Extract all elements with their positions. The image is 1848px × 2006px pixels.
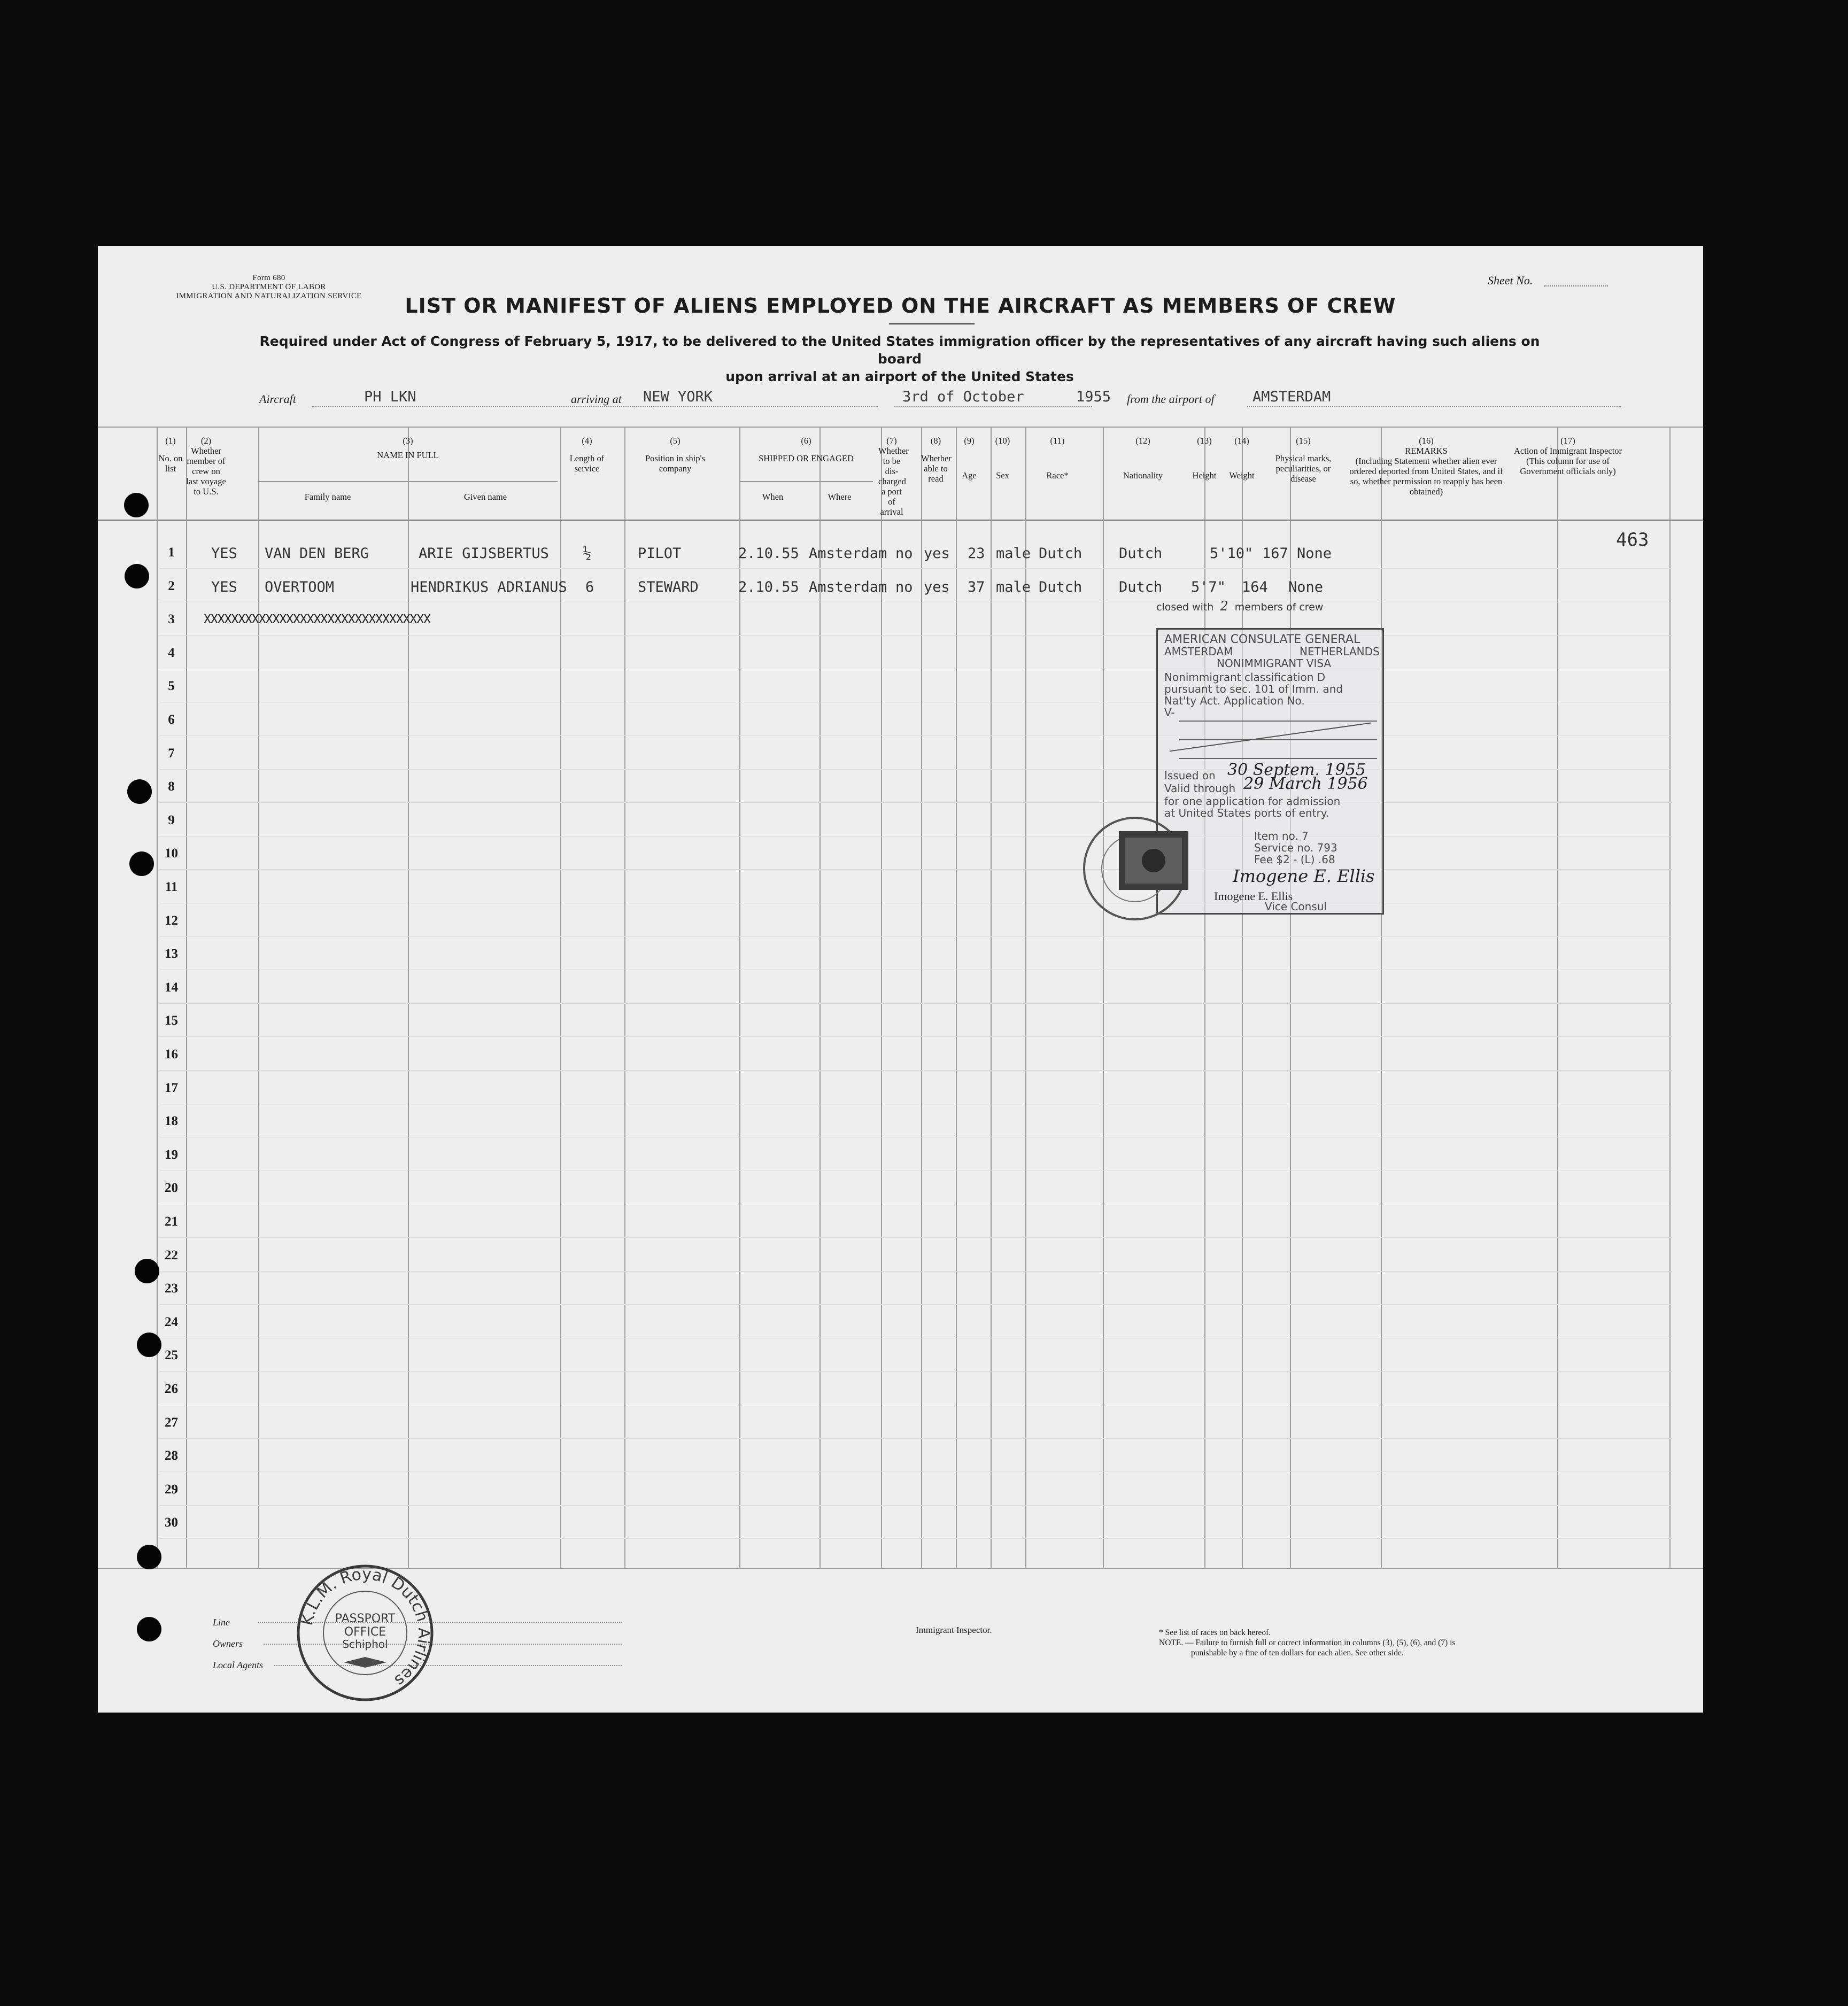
col-header-8: [921, 436, 950, 484]
stamp-pursuant: pursuant to sec. 101 of Imm. and: [1164, 683, 1343, 695]
row-number: 7: [168, 746, 175, 761]
col-10-label: Sex: [996, 470, 1009, 481]
immigrant-inspector-label: Immigrant Inspector.: [916, 1625, 992, 1635]
column-rule: [819, 428, 821, 1569]
column-rule: [921, 428, 922, 1569]
col-6-number: (6): [801, 436, 811, 446]
year-prefix: 19: [1076, 389, 1094, 405]
row-rule: [159, 1003, 1672, 1004]
year-suffix: 55: [1093, 389, 1111, 405]
stamp-country: NETHERLANDS: [1300, 645, 1380, 658]
row-rule: [159, 568, 1672, 569]
col-header-17: [1509, 436, 1627, 476]
row-number: 6: [168, 712, 175, 727]
note-failure: NOTE. — Failure to furnish full or correct information in columns (3), (5), (6), and (7) is: [1159, 1638, 1456, 1647]
family-name-header: Family name: [304, 492, 351, 502]
crew-2-nationality: Dutch: [1119, 579, 1163, 595]
cancellation-line: XXXXXXXXXXXXXXXXXXXXXXXXXXXXXXXXX: [204, 613, 430, 626]
subtitle-line-2: upon arrival at an airport of the United States: [725, 369, 1074, 384]
crew-2-age: 37: [968, 579, 985, 595]
crew-1-weight: 167: [1262, 545, 1288, 562]
col-17-label: Action of Immigrant Inspector: [1513, 446, 1622, 456]
col-8-label: Whether able to read: [921, 453, 952, 484]
col-10-number: (10): [995, 436, 1010, 446]
airline-stamp-location: Schiphol: [342, 1638, 388, 1651]
col-5-label: Position in ship's company: [645, 453, 706, 474]
col-9-number: (9): [964, 436, 975, 446]
col-3-number: (3): [403, 436, 413, 446]
row-number: 30: [165, 1515, 178, 1530]
binder-hole: [137, 1617, 161, 1641]
row-rule: [159, 1237, 1672, 1238]
col-14-number: (14): [1234, 436, 1249, 446]
column-rule: [258, 428, 259, 1569]
column-rule: [881, 428, 882, 1569]
crew-2-where: Amsterdam: [809, 579, 887, 595]
airline-stamp-passport: PASSPORT: [335, 1612, 396, 1625]
row-number: 20: [165, 1181, 178, 1196]
footer-agents-label: Local Agents: [213, 1660, 264, 1670]
stamp-visa-type: NONIMMIGRANT VISA: [1217, 657, 1332, 670]
crew-1-where: Amsterdam: [809, 545, 887, 562]
stamp-strike-line: [1170, 723, 1371, 752]
row-rule: [159, 802, 1672, 803]
date-line: [894, 406, 1092, 407]
col-header-6: [739, 436, 873, 463]
row-rule: [159, 1271, 1672, 1272]
row-rule: [159, 635, 1672, 636]
col-header-4: [563, 436, 611, 474]
crew-2-previous-voyage: YES: [211, 579, 237, 595]
row-number: 17: [165, 1080, 178, 1095]
from-airport-value: AMSTERDAM: [1252, 389, 1331, 405]
col-header-11: [1025, 436, 1089, 481]
where-header: Where: [828, 492, 852, 502]
crew-1-height: 5'10": [1210, 545, 1254, 562]
subtitle-line-1: Required under Act of Congress of February 5, 1917, to be delivered to the United States immigration officer by the representatives of any aircraft having such aliens on board: [259, 334, 1540, 367]
arrival-year: [1076, 389, 1111, 405]
crew-2-given-name: HENDRIKUS ADRIANUS: [411, 579, 567, 595]
stamp-fee: Fee $2 - (L) .68: [1254, 853, 1335, 866]
closed-with-note: [1156, 599, 1323, 614]
aircraft-line: [312, 406, 654, 407]
crew-2-position: STEWARD: [638, 579, 699, 595]
crew-1-race: Dutch: [1039, 545, 1082, 562]
col-6-label: SHIPPED OR ENGAGED: [759, 453, 854, 463]
document-subtitle: [242, 332, 1557, 385]
stamp-item-no: Item no. 7: [1254, 830, 1309, 842]
col-14-label: Weight: [1229, 470, 1255, 481]
aircraft-value: PH LKN: [364, 389, 416, 405]
row-number: 26: [165, 1382, 178, 1396]
crew-1-able-to-read: yes: [924, 545, 950, 562]
crew-1-sex: male: [996, 545, 1031, 562]
binder-hole: [135, 1259, 159, 1283]
stamp-one-application: for one application for admission: [1164, 795, 1341, 808]
col-header-12: [1103, 436, 1183, 481]
col-header-10: [988, 436, 1017, 481]
airline-passport-office-stamp: [293, 1561, 437, 1705]
stamp-classification: Nonimmigrant classification D: [1164, 671, 1326, 684]
when-header: When: [762, 492, 784, 502]
column-rule: [1025, 428, 1026, 1569]
row-rule: [159, 936, 1672, 937]
column-rule: [624, 428, 625, 1569]
row-number: 25: [165, 1348, 178, 1363]
col-3-label: NAME IN FULL: [377, 450, 439, 460]
col-header-2: [186, 436, 226, 497]
col-header-14: [1223, 436, 1261, 481]
column-rule: [1557, 428, 1558, 1569]
closed-with-prefix: closed with: [1156, 601, 1214, 613]
crew-1-family-name: VAN DEN BERG: [265, 545, 369, 562]
closed-with-suffix: members of crew: [1234, 601, 1324, 613]
given-name-header: Given name: [463, 492, 507, 502]
col-header-3: [258, 436, 558, 460]
col-2-number: (2): [200, 436, 212, 446]
col-header-9: [956, 436, 983, 481]
aircraft-label: Aircraft: [259, 392, 296, 406]
row-rule: [159, 1036, 1672, 1037]
row-rule: [159, 1070, 1672, 1071]
row-number: 29: [165, 1482, 178, 1497]
col-9-label: Age: [962, 470, 977, 481]
column-rule: [560, 428, 561, 1569]
stamp-application-no: V-: [1164, 706, 1175, 719]
row-number: 16: [165, 1047, 178, 1062]
col-17-note: (This column for use of Government officials only): [1520, 456, 1616, 476]
crew-1-discharged: no: [895, 545, 913, 562]
stamp-issued-value: 30 Septem. 1955: [1227, 761, 1366, 779]
sheet-number-label: Sheet No.: [1488, 274, 1533, 287]
col-13-label: Height: [1192, 470, 1217, 481]
column-rule: [956, 428, 957, 1569]
note-races: * See list of races on back hereof.: [1159, 1628, 1271, 1637]
row-number: 28: [165, 1449, 178, 1463]
crew-2-sex: male: [996, 579, 1031, 595]
note-fine: punishable by a fine of ten dollars for each alien. See other side.: [1191, 1648, 1404, 1658]
col-17-number: (17): [1560, 436, 1575, 446]
stamp-valid-label: Valid through: [1164, 782, 1236, 795]
footer-notes: [1159, 1628, 1597, 1658]
row-number: 3: [168, 612, 175, 627]
stamp-valid-value: 29 March 1956: [1243, 774, 1368, 793]
col-11-label: Race*: [1046, 470, 1069, 481]
col-header-1: [157, 436, 184, 474]
sheet-number-line: [1544, 285, 1608, 286]
row-rule: [159, 1505, 1672, 1506]
row-number: 1: [168, 545, 175, 560]
column-rule: [186, 428, 187, 1569]
row-rule: [159, 836, 1672, 837]
crew-1-length-of-service: ½: [583, 545, 592, 562]
binder-hole: [125, 564, 149, 588]
row-number: 4: [168, 645, 175, 660]
crew-2-height: 5'7": [1191, 579, 1226, 595]
stamp-ports-of-entry: at United States ports of entry.: [1164, 807, 1329, 819]
col-12-number: (12): [1135, 436, 1150, 446]
department: U.S. DEPARTMENT OF LABOR: [212, 283, 326, 291]
column-rule: [157, 428, 158, 1569]
crew-2-discharged: no: [895, 579, 913, 595]
airline-stamp-office: OFFICE: [344, 1625, 386, 1639]
crew-1-position: PILOT: [638, 545, 682, 562]
stamp-rule-2: [1179, 739, 1377, 740]
col-7-label: Whether to be dis-charged a port of arrival: [878, 446, 909, 517]
col-5-number: (5): [670, 436, 681, 446]
row-number: 14: [165, 980, 178, 995]
form-number: Form 680: [252, 274, 285, 282]
binder-hole: [127, 779, 152, 804]
manifest-document: [98, 246, 1703, 1713]
col-header-16: [1346, 436, 1506, 497]
crew-2-race: Dutch: [1039, 579, 1082, 595]
row-number: 27: [165, 1415, 178, 1430]
column-rule: [1669, 428, 1671, 1569]
binder-hole: [129, 851, 154, 876]
row-number: 13: [165, 947, 178, 962]
table-top-rule: [98, 427, 1703, 428]
binder-hole: [137, 1333, 161, 1357]
row-number: 2: [168, 578, 175, 593]
crew-2-length-of-service: 6: [585, 579, 594, 595]
row-number: 19: [165, 1147, 178, 1162]
col-16-note: (Including Statement whether alien ever ordered deported from United States, and if so, whether permission to reapply has been obtained): [1349, 456, 1503, 497]
crew-1-when: 2.10.55: [738, 545, 799, 562]
col-8-number: (8): [930, 436, 941, 446]
crew-1-nationality: Dutch: [1119, 545, 1163, 562]
stamp-consulate: AMERICAN CONSULATE GENERAL: [1164, 633, 1360, 646]
crew-2-family-name: OVERTOOM: [265, 579, 335, 595]
name-subheader-rule: [258, 481, 558, 482]
col-16-number: (16): [1419, 436, 1434, 446]
header-bottom-rule: [98, 520, 1703, 521]
column-rule: [1381, 428, 1382, 1569]
col-12-label: Nationality: [1123, 470, 1163, 481]
arrival-date: 3rd of October: [902, 389, 1024, 405]
document-title: LIST OR MANIFEST OF ALIENS EMPLOYED ON THE AIRCRAFT AS MEMBERS OF CREW: [405, 294, 1396, 317]
arriving-value: NEW YORK: [643, 389, 713, 405]
row-number: 8: [168, 779, 175, 794]
col-2-label: Whether member of crew on last voyage to U.S.: [186, 446, 226, 497]
row-number: 23: [165, 1281, 178, 1296]
row-number: 15: [165, 1013, 178, 1028]
row-number: 9: [168, 812, 175, 827]
col-4-label: Length of service: [569, 453, 605, 474]
col-13-number: (13): [1197, 436, 1212, 446]
row-rule: [159, 1304, 1672, 1305]
col-4-number: (4): [582, 436, 592, 446]
consul-title: Vice Consul: [1265, 900, 1327, 913]
title-rule: [889, 323, 975, 324]
stamp-service-no: Service no. 793: [1254, 841, 1337, 854]
binder-hole: [137, 1545, 161, 1569]
crew-2-able-to-read: yes: [924, 579, 950, 595]
consul-signature: Imogene E. Ellis: [1233, 866, 1375, 886]
row-rule: [159, 769, 1672, 770]
stamp-application: Nat'ty Act. Application No.: [1164, 694, 1305, 707]
footer-line-label: Line: [213, 1617, 230, 1628]
column-rule: [991, 428, 992, 1569]
col-7-number: (7): [886, 436, 897, 446]
col-11-number: (11): [1050, 436, 1065, 446]
row-rule: [159, 1438, 1672, 1439]
arriving-label: arriving at: [571, 392, 622, 406]
crew-2-physical-marks: None: [1288, 579, 1324, 595]
row-rule: [159, 1538, 1672, 1539]
inspector-number: 463: [1616, 529, 1649, 551]
row-number: 18: [165, 1114, 178, 1129]
row-number: 22: [165, 1248, 178, 1263]
column-rule: [1103, 428, 1104, 1569]
footer-owners-label: Owners: [213, 1638, 243, 1649]
row-rule: [159, 735, 1672, 736]
crew-1-given-name: ARIE GIJSBERTUS: [419, 545, 549, 562]
col-header-7: [878, 436, 909, 517]
row-number: 21: [165, 1214, 178, 1229]
shipped-subheader-rule: [739, 481, 873, 482]
row-number: 11: [165, 880, 178, 894]
airline-stamp-ring-text: K.L.M. Royal Dutch Airlines: [297, 1564, 434, 1690]
airline-wings-icon: [344, 1657, 386, 1668]
consul-name: Imogene E. Ellis: [1214, 889, 1293, 903]
col-header-15: [1263, 436, 1343, 484]
row-number: 12: [165, 913, 178, 928]
from-airport-label: from the airport of: [1127, 392, 1215, 406]
stamp-rule-1: [1179, 721, 1377, 722]
col-15-label: Physical marks, peculiarities, or disease: [1275, 453, 1332, 484]
binder-hole: [124, 493, 149, 517]
row-rule: [159, 1371, 1672, 1372]
stamp-issued-label: Issued on: [1164, 769, 1216, 782]
col-header-13: [1186, 436, 1223, 481]
stamp-rule-3: [1179, 758, 1377, 759]
row-number: 10: [165, 846, 178, 861]
closed-with-count: 2: [1220, 599, 1228, 614]
col-header-5: [632, 436, 718, 474]
column-rule: [739, 428, 740, 1569]
row-number: 5: [168, 679, 175, 694]
arriving-line: [632, 406, 878, 407]
row-rule: [159, 1471, 1672, 1472]
stamp-city: AMSTERDAM: [1164, 645, 1233, 658]
crew-2-weight: 164: [1242, 579, 1268, 595]
consular-seal: [1081, 815, 1210, 922]
col-16-label: REMARKS: [1405, 446, 1448, 456]
column-rule: [408, 428, 409, 1569]
row-rule: [159, 869, 1672, 870]
crew-1-age: 23: [968, 545, 985, 562]
service-name: IMMIGRATION AND NATURALIZATION SERVICE: [176, 292, 362, 300]
crew-2-when: 2.10.55: [738, 579, 799, 595]
crew-1-previous-voyage: YES: [211, 545, 237, 562]
col-1-label: No. on list: [158, 453, 183, 474]
from-airport-line: [1247, 406, 1621, 407]
col-15-number: (15): [1296, 436, 1311, 446]
col-1-number: (1): [165, 436, 176, 446]
crew-1-physical-marks: None: [1297, 545, 1332, 562]
row-number: 24: [165, 1314, 178, 1329]
